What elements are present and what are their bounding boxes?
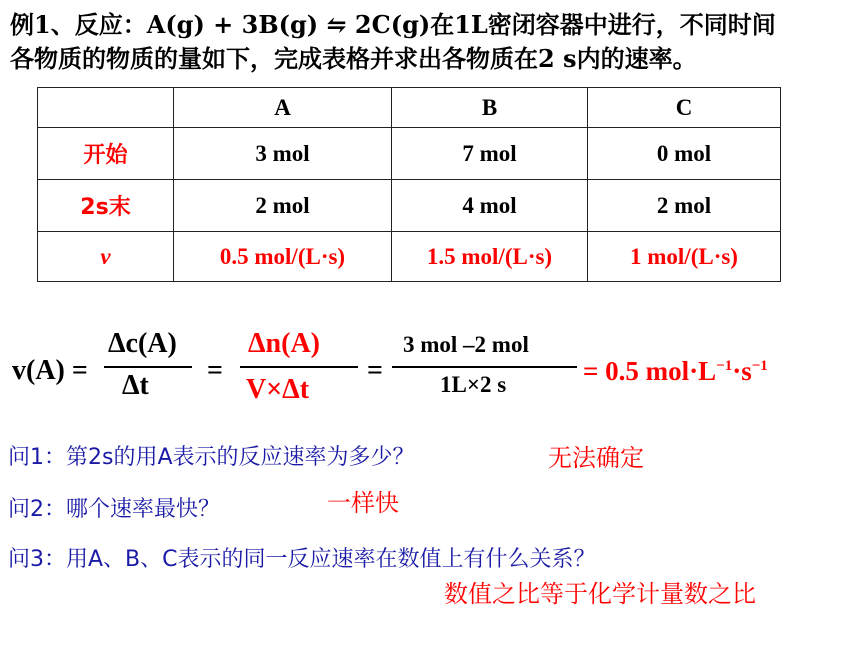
table-header-cell: C: [588, 88, 781, 128]
table-row: [38, 128, 781, 180]
equals-sign-2: =: [367, 355, 383, 386]
equals-sign-1: =: [207, 355, 223, 386]
fraction-3-denominator: 1L×2 s: [440, 372, 507, 397]
table-cell: 2 mol: [174, 180, 392, 232]
problem-line-1: 例1、反应：A(g) + 3B(g) ⇋ 2C(g)在1L密闭容器中进行，不同时间: [10, 10, 776, 39]
row-label: v: [38, 232, 174, 282]
fraction-3-bar: [392, 366, 577, 368]
fraction-1-bar: [104, 366, 192, 368]
problem-statement: [10, 8, 850, 76]
fraction-1-denominator: Δt: [122, 370, 149, 401]
row-label: 2s末: [38, 180, 174, 232]
table-row: [38, 232, 781, 282]
table-header-row: [38, 88, 781, 128]
question-1: 问1：第2s的用A表示的反应速率为多少？: [8, 445, 415, 470]
table-cell: 2 mol: [588, 180, 781, 232]
result-exponent-2: −1: [751, 358, 768, 374]
fraction-2-numerator: Δn(A): [248, 328, 320, 359]
answer-1: 无法确定: [548, 444, 644, 472]
table-cell: 0.5 mol/(L·s): [174, 232, 392, 282]
table-cell: 0 mol: [588, 128, 781, 180]
table-header-cell: [38, 88, 174, 128]
table-cell: 7 mol: [392, 128, 588, 180]
row-label: 开始: [38, 128, 174, 180]
formula-lhs: v(A) =: [12, 355, 88, 386]
question-2: 问2：哪个速率最快？: [8, 497, 220, 522]
question-3: 问3：用A、B、C表示的同一反应速率在数值上有什么关系？: [8, 547, 596, 572]
fraction-2-bar: [240, 366, 358, 368]
fraction-3-numerator: 3 mol –2 mol: [403, 332, 529, 357]
data-table: [37, 87, 781, 282]
formula-result: [583, 356, 768, 387]
result-exponent-1: −1: [716, 358, 733, 374]
result-text: = 0.5 mol·L: [583, 356, 717, 386]
fraction-1-numerator: Δc(A): [108, 328, 177, 359]
answer-3: 数值之比等于化学计量数之比: [444, 580, 756, 608]
table-cell: 4 mol: [392, 180, 588, 232]
table-header-cell: B: [392, 88, 588, 128]
fraction-2-denominator: V×Δt: [246, 374, 310, 405]
table-header-cell: A: [174, 88, 392, 128]
table-cell: 1 mol/(L·s): [588, 232, 781, 282]
table-cell: 3 mol: [174, 128, 392, 180]
table-cell: 1.5 mol/(L·s): [392, 232, 588, 282]
table-row: [38, 180, 781, 232]
result-unit-s: ·s: [732, 356, 752, 386]
problem-line-2: 各物质的物质的量如下，完成表格并求出各物质在2 s内的速率。: [10, 44, 697, 73]
answer-2: 一样快: [327, 489, 399, 517]
